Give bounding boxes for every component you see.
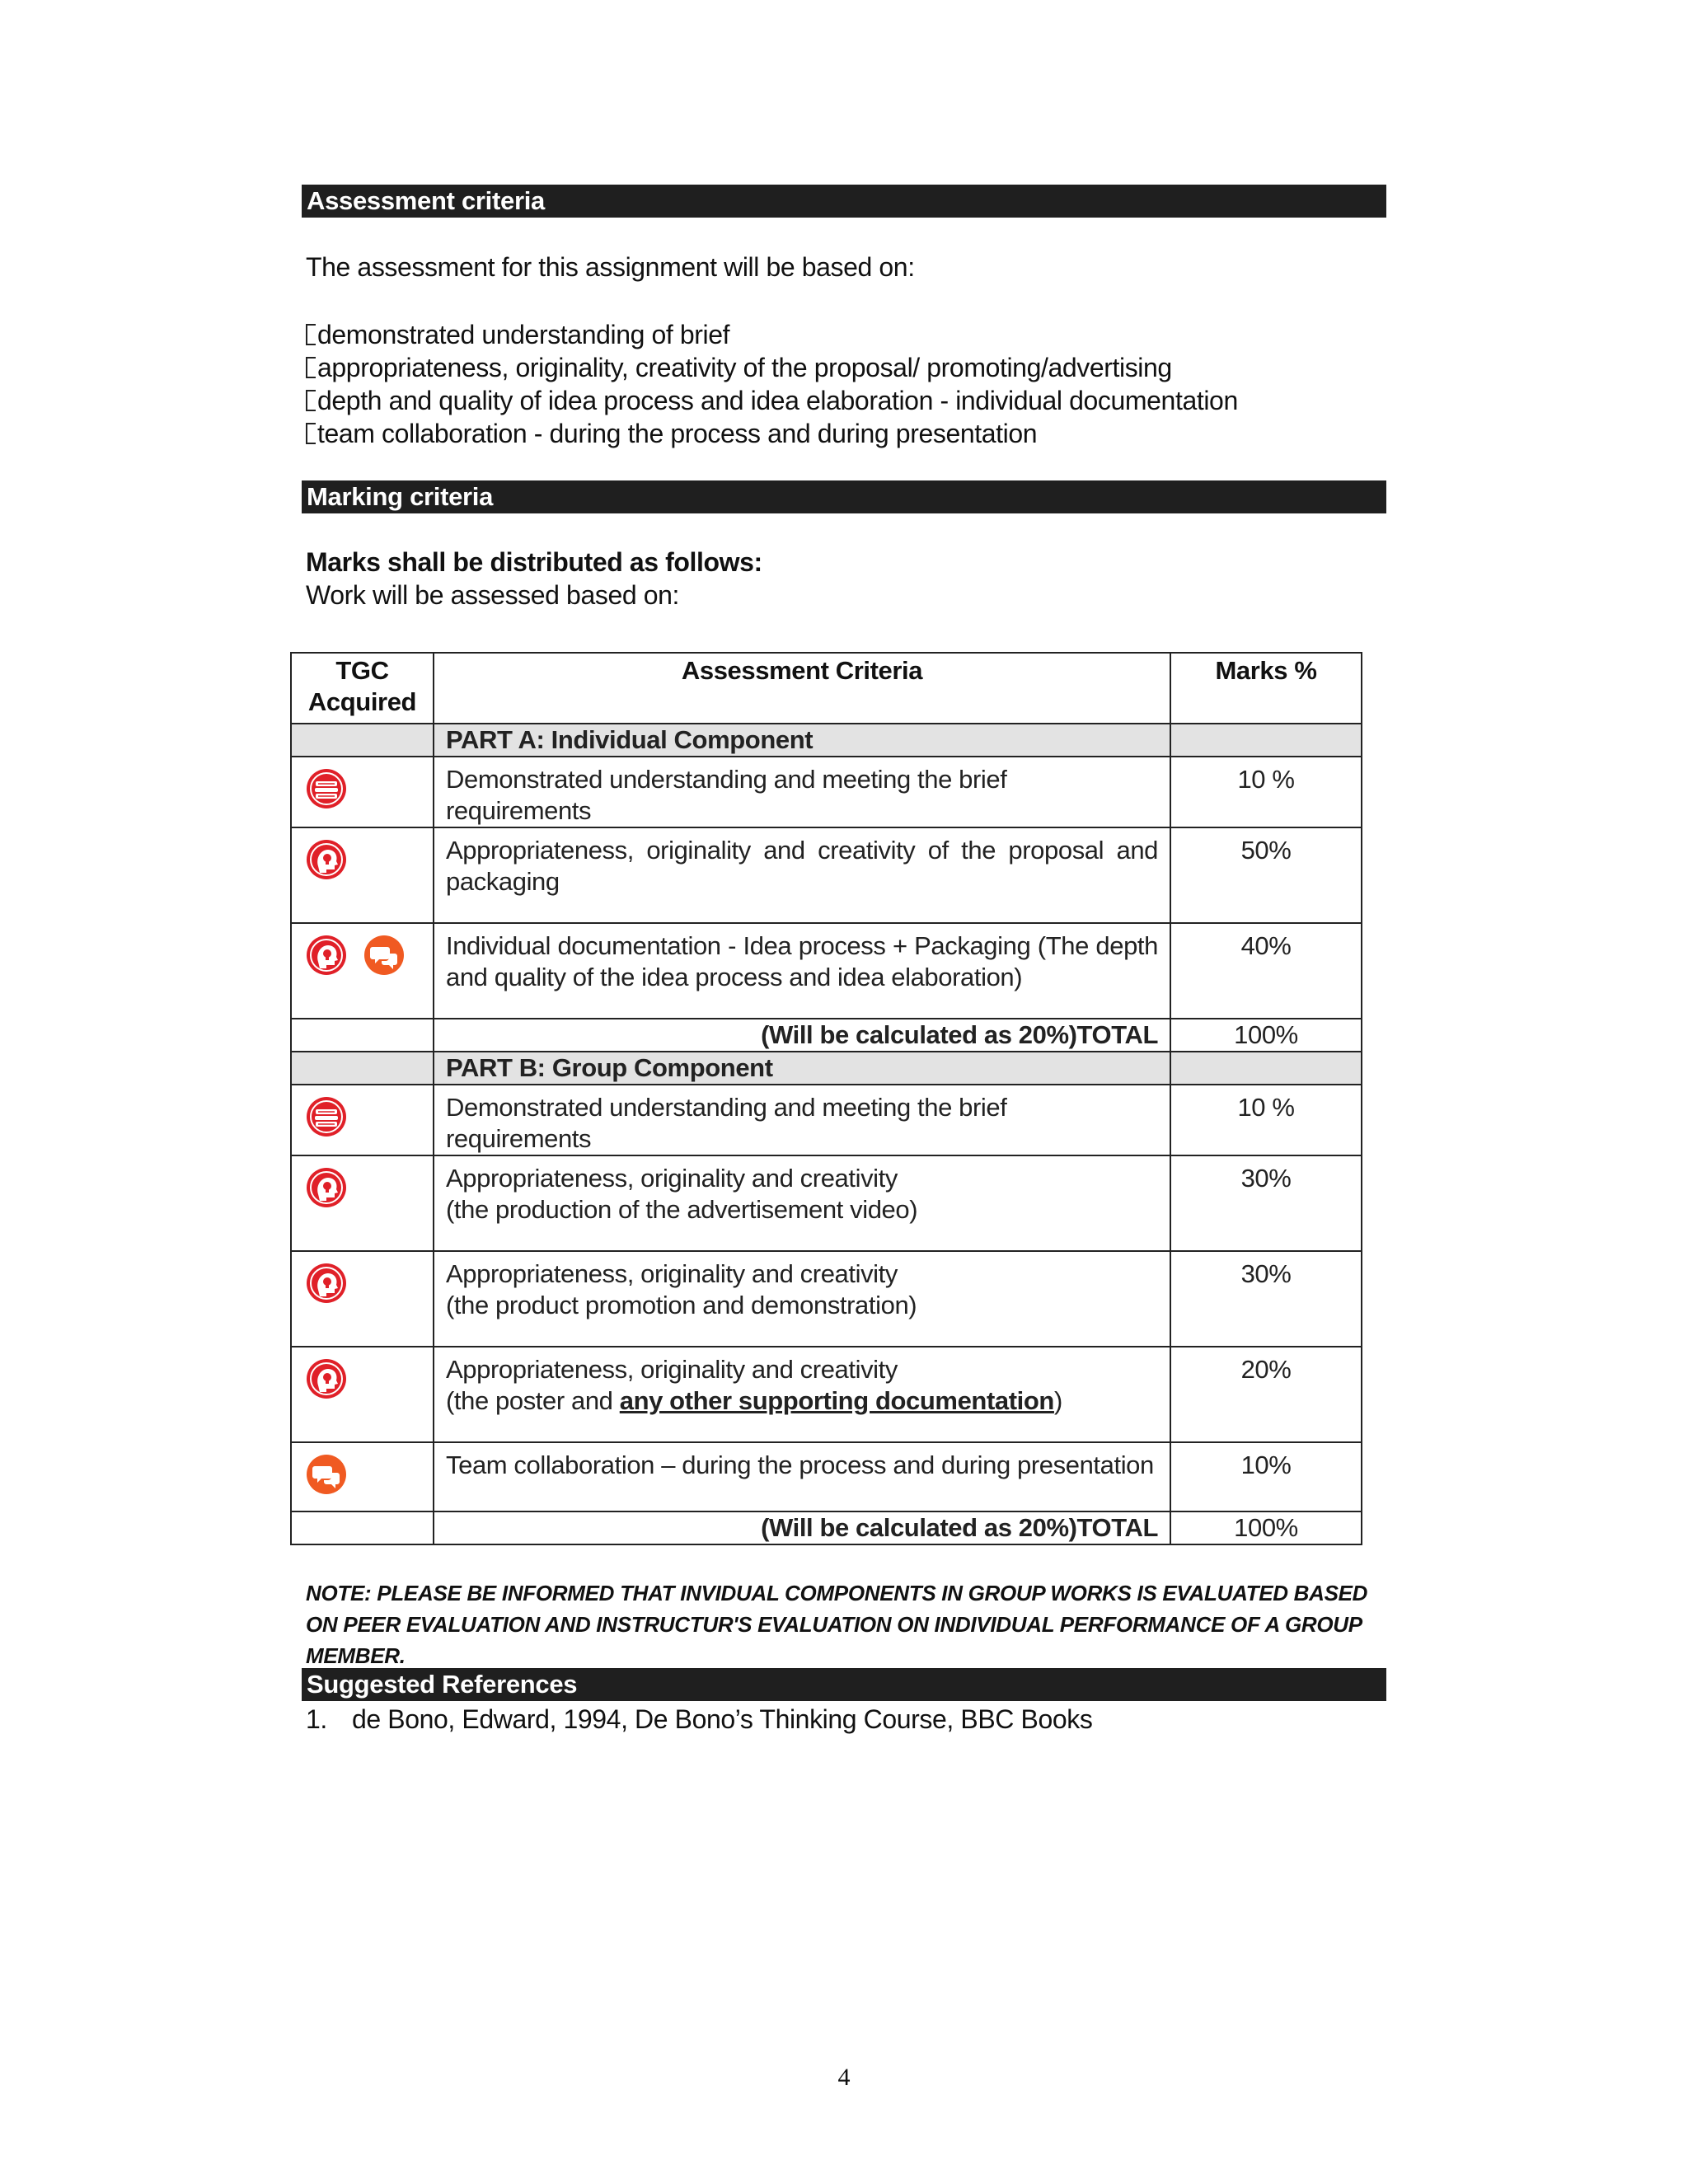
supporting-documentation-emphasis: any other supporting documentation [619,1386,1054,1415]
evaluation-note: NOTE: PLEASE BE INFORMED THAT INVIDUAL COMPONENTS IN GROUP WORKS IS EVALUATED BASED ON PEER EVALUATION AND INSTRUCTUR'S EVALUATION ON INDIVIDUAL PERFORMANCE OF A GROUP MEMBER. [306,1581,1368,1668]
table-row: Appropriateness, originality and creativity (the poster and any other supporting documentation) 20% [291,1347,1362,1442]
assessment-intro: The assessment for this assignment will be based on: [306,252,915,282]
table-row: Team collaboration – during the process and during presentation 10% [291,1442,1362,1511]
bullet-box-icon [306,324,316,345]
part-b-total-label: (Will be calculated as 20%)TOTAL [434,1511,1170,1544]
header-marks: Marks % [1170,653,1362,724]
speech-bubbles-icon [305,1453,348,1496]
part-b-title: PART B: Group Component [434,1052,1170,1085]
header-tgc: TGC Acquired [291,653,434,724]
header-criteria: Assessment Criteria [434,653,1170,724]
table-row: Appropriateness, originality and creativity (the product promotion and demonstration) 30% [291,1251,1362,1347]
bullet-box-icon [306,423,316,444]
marking-heading: Marks shall be distributed as follows: [306,547,762,577]
table-header-row [291,653,1362,724]
part-b-row [291,1052,1362,1085]
table-row: Appropriateness, originality and creativity of the proposal and packaging 50% [291,827,1362,923]
assessment-bullet-list [306,318,1238,450]
page-number: 4 [837,2064,851,2091]
book-icon [305,1095,348,1138]
bullet-box-icon [306,390,316,411]
speech-bubbles-icon [363,934,406,977]
part-b-total-row [291,1511,1362,1544]
table-row: Appropriateness, originality and creativity (the production of the advertisement video) 30% [291,1155,1362,1251]
list-item: appropriateness, originality, creativity of the proposal/ promoting/advertising [306,351,1238,384]
part-a-total-value: 100% [1170,1019,1362,1052]
part-a-total-label: (Will be calculated as 20%)TOTAL [434,1019,1170,1052]
table-row: Demonstrated understanding and meeting the brief requirements 10 % [291,1085,1362,1155]
lightbulb-head-icon [305,1262,348,1305]
table-row: Individual documentation - Idea process + Packaging (The depth and quality of the idea process and idea elaboration) 40% [291,923,1362,1019]
book-icon [305,767,348,810]
bullet-box-icon [306,357,316,378]
table-row: Demonstrated understanding and meeting the brief requirements 10 % [291,757,1362,827]
part-a-row [291,724,1362,757]
lightbulb-head-icon [305,838,348,881]
marking-subheading: Work will be assessed based on: [306,580,680,610]
section-heading-marking: Marking criteria [302,480,1386,513]
list-item: demonstrated understanding of brief [306,318,1238,351]
lightbulb-head-icon [305,934,348,977]
part-a-total-row [291,1019,1362,1052]
section-heading-assessment: Assessment criteria [302,185,1386,218]
lightbulb-head-icon [305,1166,348,1209]
list-item: team collaboration - during the process and during presentation [306,417,1238,450]
part-b-total-value: 100% [1170,1511,1362,1544]
marking-table [290,652,1362,1545]
reference-item: 1. de Bono, Edward, 1994, De Bono’s Thinking Course, BBC Books [306,1704,1093,1734]
list-item: depth and quality of idea process and idea elaboration - individual documentation [306,384,1238,417]
part-a-title: PART A: Individual Component [434,724,1170,757]
section-heading-references: Suggested References [302,1668,1386,1701]
lightbulb-head-icon [305,1357,348,1400]
